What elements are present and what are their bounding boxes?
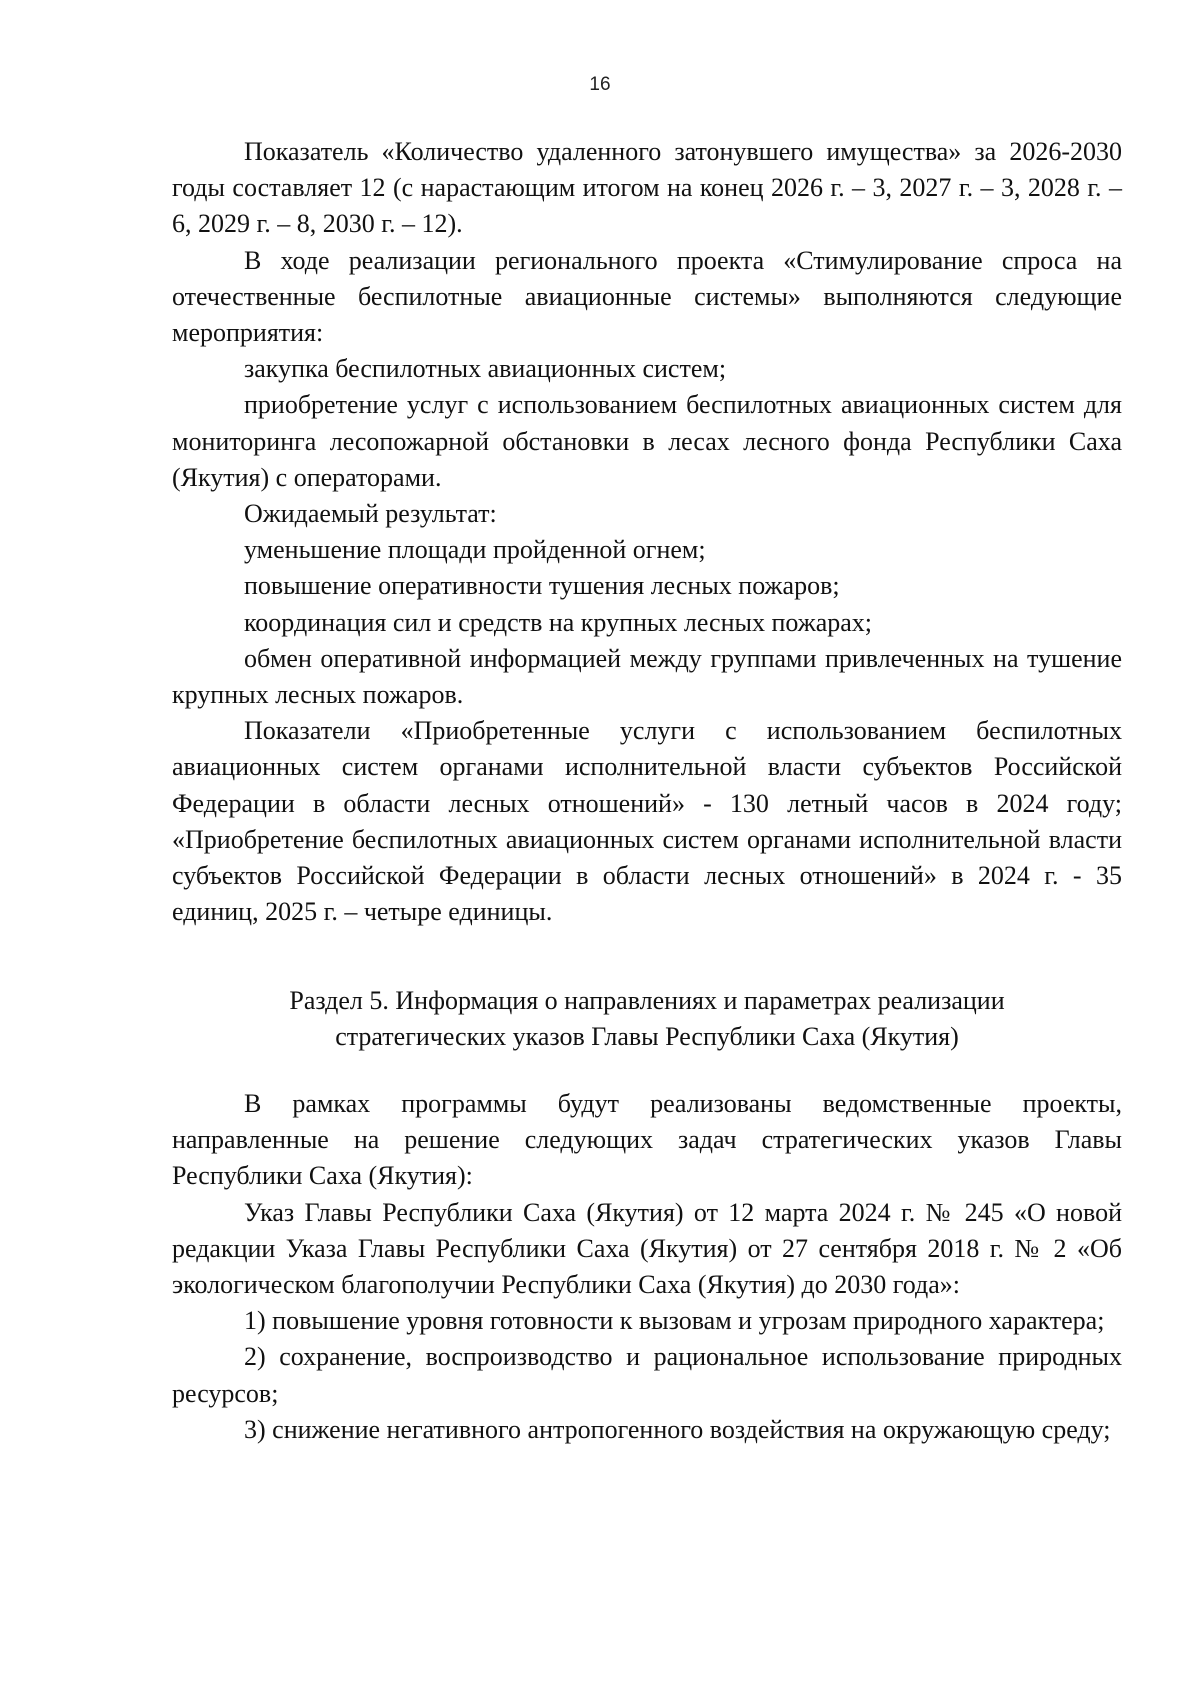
paragraph: Ожидаемый результат: — [244, 499, 497, 529]
page-number: 16 — [589, 74, 611, 95]
list-item: 1) повышение уровня готовности к вызовам и угрозам природного характера; — [244, 1306, 1105, 1336]
list-item: координация сил и средств на крупных лесных пожарах; — [244, 607, 872, 637]
section-heading-line: стратегических указов Главы Республики Саха (Якутия) — [335, 1022, 959, 1051]
paragraph: В рамках программы будут реализованы ведомственные проекты, направленные на решение следующих задач стратегических указов Главы Республики Саха (Якутия): — [172, 1089, 1122, 1191]
list-item: уменьшение площади пройденной огнем; — [244, 535, 706, 565]
list-item: закупка беспилотных авиационных систем; — [244, 354, 727, 384]
text-block-before-heading — [172, 134, 1122, 930]
list-item: обмен оперативной информацией между группами привлеченных на тушение крупных лесных пожаров. — [172, 643, 1122, 710]
list-item: повышение оперативности тушения лесных пожаров; — [244, 571, 840, 601]
paragraph: Показатели «Приобретенные услуги с использованием беспилотных авиационных систем органами исполнительной власти субъектов Российской Федерации в области лесных отношений» - 130 летный часов в 2024 году; «Приобретение беспилотных авиационных систем органами исполнительной власти субъектов Российской Федерации в области лесных отношений» в 2024 г. - 35 единиц, 2025 г. – четыре единицы. — [172, 716, 1122, 927]
section-heading-line: Раздел 5. Информация о направлениях и параметрах реализации — [289, 986, 1005, 1015]
list-item: 3) снижение негативного антропогенного воздействия на окружающую среду; — [244, 1414, 1111, 1444]
section-heading — [172, 983, 1122, 1055]
list-item: приобретение услуг с использованием беспилотных авиационных систем для мониторинга лесопожарной обстановки в лесах лесного фонда Республики Саха (Якутия) с операторами. — [172, 390, 1122, 492]
paragraph: В ходе реализации регионального проекта «Стимулирование спроса на отечественные беспилотные авиационные системы» выполняются следующие мероприятия: — [172, 245, 1122, 348]
text-block-after-heading — [172, 1086, 1122, 1448]
paragraph: Показатель «Количество удаленного затонувшего имущества» за 2026-2030 годы составляет 12 (с нарастающим итогом на конец 2026 г. – 3, 2027 г. – 3, 2028 г. – 6, 2029 г. – 8, 2030 г. – 12). — [172, 137, 1122, 239]
list-item: 2) сохранение, воспроизводство и рациональное использование природных ресурсов; — [172, 1342, 1122, 1408]
paragraph: Указ Главы Республики Саха (Якутия) от 12 марта 2024 г. № 245 «О новой редакции Указа Главы Республики Саха (Якутия) от 27 сентября 2018 г. № 2 «Об экологическом благополучии Республики Саха (Якутия) до 2030 года»: — [172, 1197, 1122, 1300]
